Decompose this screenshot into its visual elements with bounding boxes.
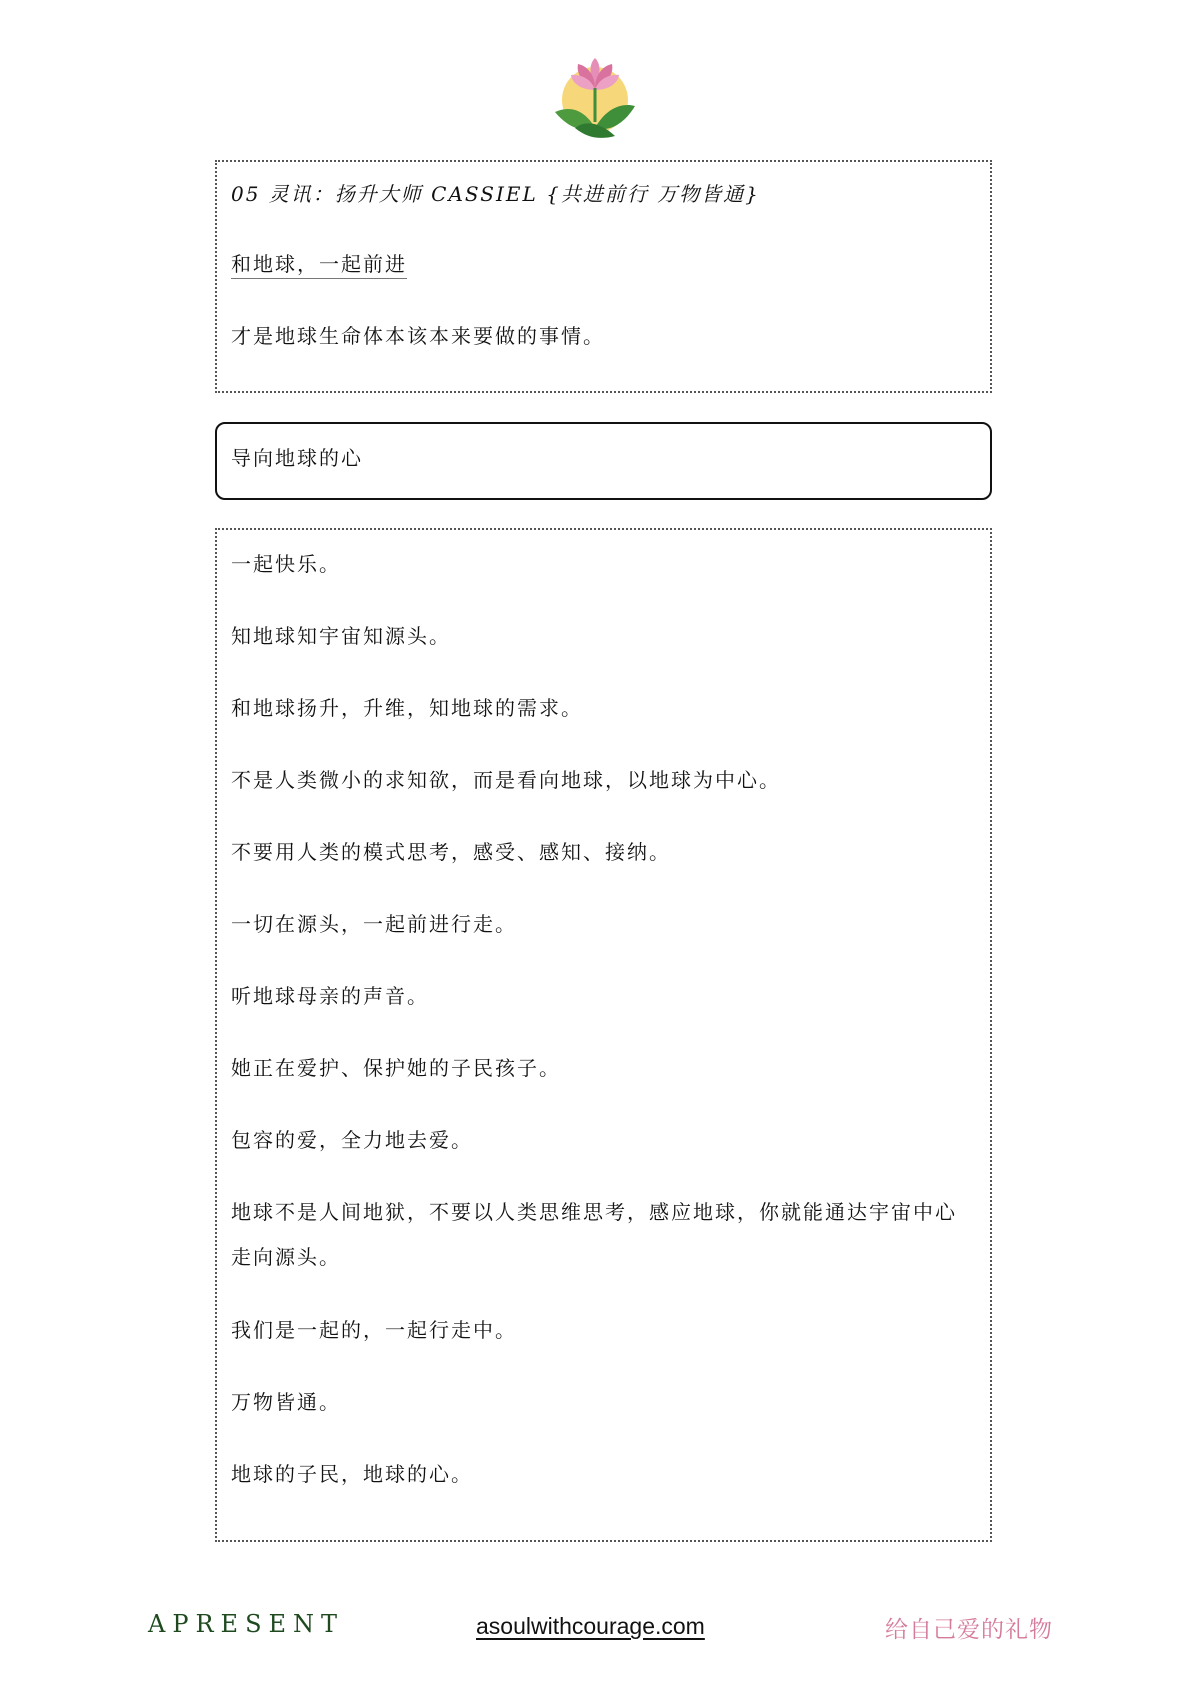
body-line: 我们是一起的，一起行走中。 <box>231 1318 517 1342</box>
lotus-sun-logo-icon <box>545 50 645 150</box>
body-line: 地球不是人间地狱，不要以人类思维思考，感应地球，你就能通达宇宙中心走向源头。 <box>231 1200 957 1269</box>
intro-box <box>215 160 992 393</box>
document-title: 05 灵讯：扬升大师 CASSIEL {共进前行 万物皆通} <box>231 182 760 206</box>
website-link[interactable]: asoulwithcourage.com <box>476 1613 705 1639</box>
brand-name: APRESENT <box>148 1610 345 1638</box>
body-line: 不要用人类的模式思考，感受、感知、接纳。 <box>231 840 671 864</box>
body-line: 包容的爱，全力地去爱。 <box>231 1128 473 1152</box>
intro-text: 才是地球生命体本该本来要做的事情。 <box>231 324 605 348</box>
subtitle-text: 和地球，一起前进 <box>231 252 407 276</box>
body-line: 和地球扬升，升维，知地球的需求。 <box>231 696 583 720</box>
document-subtitle <box>231 250 407 278</box>
body-line: 地球的子民，地球的心。 <box>231 1462 473 1486</box>
message-body-box <box>215 528 992 1542</box>
section-heading-box <box>215 422 992 500</box>
section-heading: 导向地球的心 <box>231 446 363 470</box>
body-line: 一起快乐。 <box>231 552 341 576</box>
brand-tagline: 给自己爱的礼物 <box>885 1617 1053 1643</box>
body-line: 一切在源头，一起前进行走。 <box>231 912 517 936</box>
body-line: 不是人类微小的求知欲，而是看向地球，以地球为中心。 <box>231 768 781 792</box>
body-line: 听地球母亲的声音。 <box>231 984 429 1008</box>
body-line: 她正在爱护、保护她的子民孩子。 <box>231 1056 561 1080</box>
body-line: 万物皆通。 <box>231 1390 341 1414</box>
body-line: 知地球知宇宙知源头。 <box>231 624 451 648</box>
